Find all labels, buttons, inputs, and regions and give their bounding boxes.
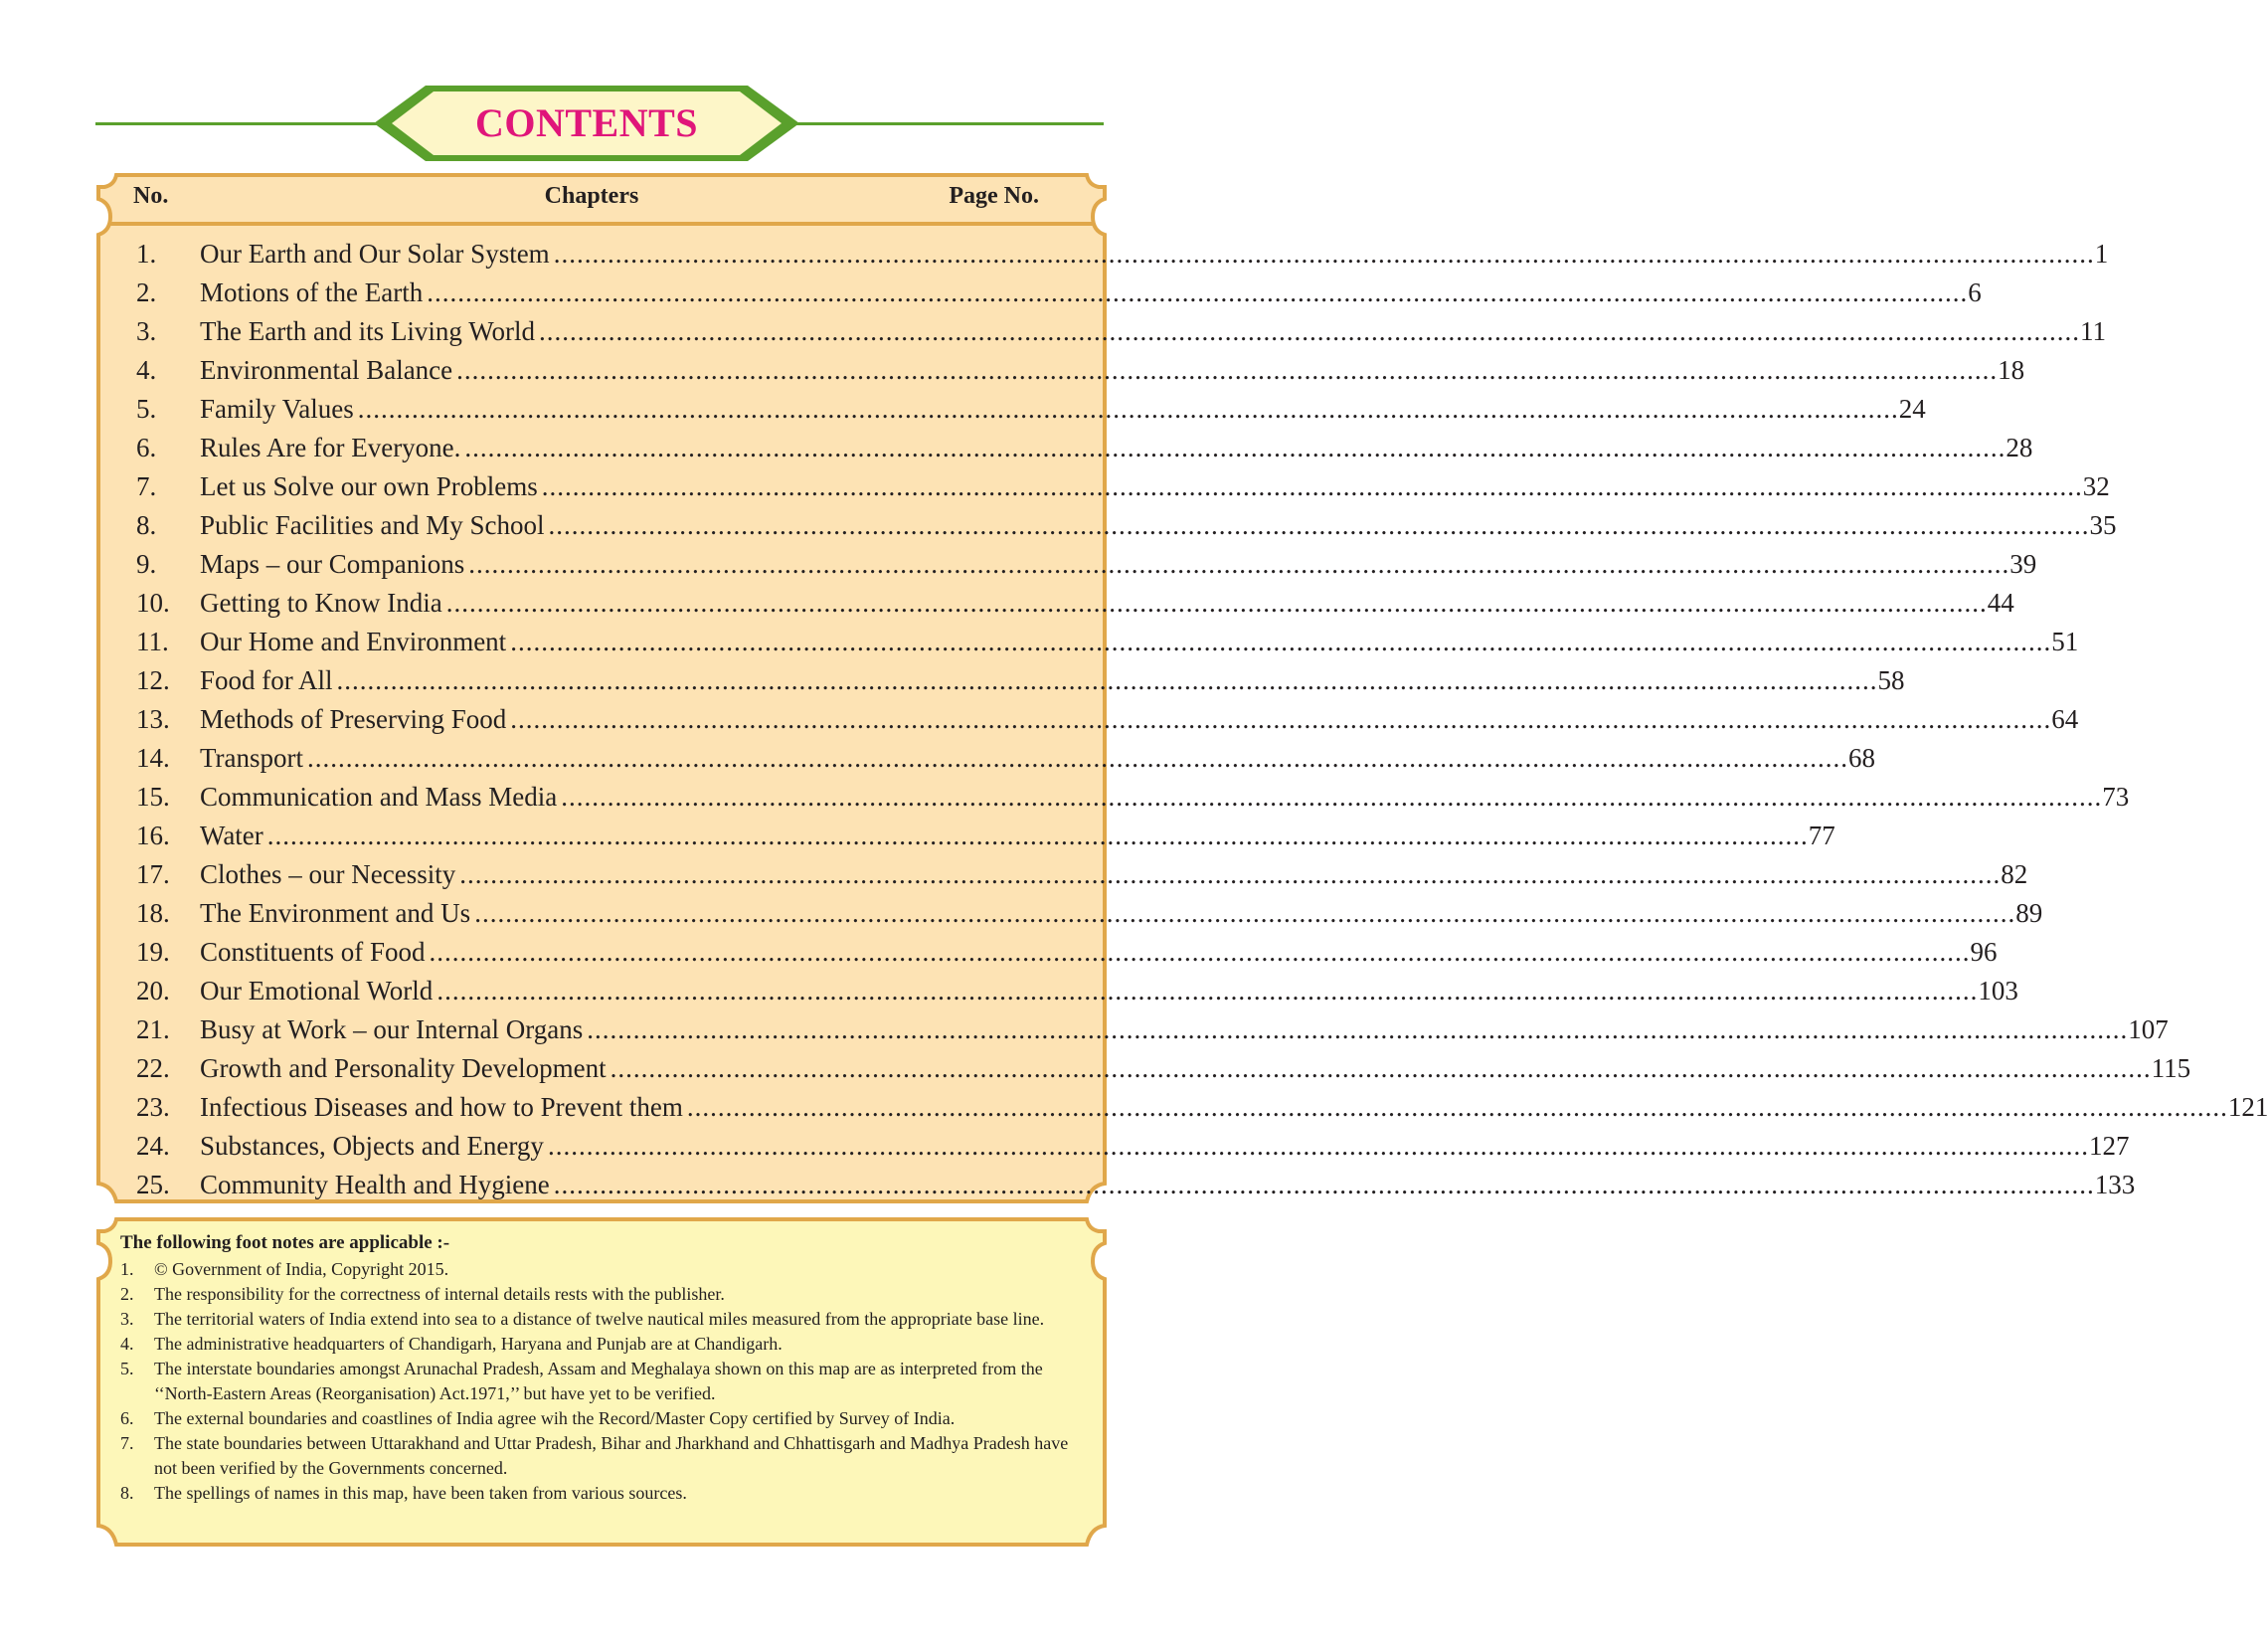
chapter-page: 39 [2009, 549, 2037, 579]
chapter-leader [200, 661, 1905, 700]
chapter-number: 16. [136, 821, 170, 850]
chapter-leader [200, 506, 2117, 545]
chapter-page: 51 [2051, 627, 2079, 656]
chapter-title[interactable]: Substances, Objects and Energy [200, 1131, 544, 1161]
footnote-item [120, 1257, 1095, 1282]
page-title: CONTENTS [474, 100, 699, 145]
dot-leader: ........................................................................................................................................................................................................ [553, 239, 2095, 269]
chapter-row[interactable] [94, 700, 2079, 739]
footnotes-box [94, 1215, 1109, 1549]
chapter-page: 77 [1808, 821, 1835, 850]
chapter-row[interactable] [94, 312, 2107, 351]
chapter-leader [200, 390, 1926, 429]
chapter-row[interactable] [94, 584, 2014, 623]
chapter-page: 18 [1998, 355, 2025, 385]
footnote-text: © Government of India, Copyright 2015. [154, 1259, 449, 1279]
chapter-number: 3. [136, 316, 157, 346]
dot-leader: ........................................................................................................................................................................................................ [336, 665, 1878, 695]
chapter-title[interactable]: Public Facilities and My School [200, 510, 545, 540]
chapter-page: 96 [1970, 937, 1998, 967]
chapter-page: 107 [2128, 1014, 2169, 1044]
chapter-page: 6 [1968, 277, 1982, 307]
chapter-leader [200, 1049, 2191, 1088]
dot-leader: ........................................................................................................................................................................................................ [307, 743, 1849, 773]
chapter-leader [200, 584, 2014, 623]
chapter-number: 12. [136, 665, 170, 695]
chapter-row[interactable] [94, 390, 1926, 429]
dot-leader: ........................................................................................................................................................................................................ [474, 898, 2016, 928]
dot-leader: ........................................................................................................................................................................................................ [686, 1092, 2228, 1122]
chapter-row[interactable] [94, 1088, 2268, 1127]
chapter-number: 13. [136, 704, 170, 734]
chapter-number: 6. [136, 433, 157, 462]
chapter-number: 25. [136, 1170, 170, 1199]
footnote-number: 5. [120, 1359, 134, 1378]
title-banner [374, 86, 799, 161]
chapter-page: 64 [2051, 704, 2079, 734]
chapter-number: 21. [136, 1014, 170, 1044]
chapter-leader [200, 429, 2033, 467]
chapter-title[interactable]: Let us Solve our own Problems [200, 471, 538, 501]
dot-leader: ........................................................................................................................................................................................................ [510, 704, 2052, 734]
chapter-number: 24. [136, 1131, 170, 1161]
dot-leader: ........................................................................................................................................................................................................ [468, 549, 2010, 579]
chapter-title[interactable]: Constituents of Food [200, 937, 426, 967]
chapter-title[interactable]: Our Earth and Our Solar System [200, 239, 550, 269]
footnote-number: 8. [120, 1483, 134, 1503]
dot-leader: ........................................................................................................................................................................................................ [459, 859, 2002, 889]
chapter-page: 32 [2082, 471, 2110, 501]
chapter-number: 4. [136, 355, 157, 385]
chapter-title[interactable]: Transport [200, 743, 304, 773]
chapter-number: 20. [136, 976, 170, 1006]
chapter-page: 68 [1848, 743, 1876, 773]
chapter-leader [200, 351, 2025, 390]
chapter-row[interactable] [94, 1010, 2169, 1049]
footnote-item [120, 1307, 1095, 1332]
chapter-number: 14. [136, 743, 170, 773]
dot-leader: ........................................................................................................................................................................................................ [548, 510, 2090, 540]
dot-leader: ........................................................................................................................................................................................................ [427, 277, 1969, 307]
footnote-text: The administrative headquarters of Chandigarh, Haryana and Punjab are at Chandigarh. [154, 1334, 783, 1354]
chapter-row[interactable] [94, 623, 2079, 661]
chapter-title[interactable]: Growth and Personality Development [200, 1053, 607, 1083]
chapter-number: 2. [136, 277, 157, 307]
footnote-text: The territorial waters of India extend into sea to a distance of twelve nautical miles measured from the appropriate base line. [154, 1309, 1045, 1329]
chapter-page: 73 [2102, 782, 2130, 812]
footnote-number: 3. [120, 1309, 134, 1329]
dot-leader: ........................................................................................................................................................................................................ [610, 1053, 2152, 1083]
footnotes-heading: The following foot notes are applicable :- [120, 1232, 450, 1253]
chapter-list [94, 235, 2268, 1204]
footnote-item [120, 1282, 1095, 1307]
chapter-leader [200, 933, 1998, 972]
footnote-item [120, 1332, 1095, 1357]
chapter-leader [200, 894, 2043, 933]
dot-leader: ........................................................................................................................................................................................................ [547, 1131, 2089, 1161]
chapter-page: 89 [2015, 898, 2043, 928]
chapter-leader [200, 817, 1835, 855]
chapter-leader [200, 235, 2109, 274]
footnote-text: The external boundaries and coastlines of India agree wih the Record/Master Copy certified by Survey of India. [154, 1408, 956, 1428]
chapter-title[interactable]: Maps – our Companions [200, 549, 465, 579]
chapter-number: 1. [136, 239, 157, 269]
chapter-title[interactable]: Our Home and Environment [200, 627, 507, 656]
chapter-leader [200, 274, 1982, 312]
dot-leader: ........................................................................................................................................................................................................ [456, 355, 1999, 385]
chapter-title[interactable]: Community Health and Hygiene [200, 1170, 550, 1199]
chapter-leader [200, 1010, 2169, 1049]
chapter-row[interactable] [94, 855, 2028, 894]
chapter-title[interactable]: Infectious Diseases and how to Prevent them [200, 1092, 683, 1122]
chapter-leader [200, 1088, 2268, 1127]
dot-leader: ........................................................................................................................................................................................................ [436, 976, 1979, 1006]
chapter-title[interactable]: Getting to Know India [200, 588, 442, 618]
chapter-number: 8. [136, 510, 157, 540]
chapter-title[interactable]: Environmental Balance [200, 355, 453, 385]
chapter-row[interactable] [94, 933, 1998, 972]
chapter-leader [200, 1127, 2130, 1166]
footnote-item [120, 1406, 1095, 1431]
chapter-number: 5. [136, 394, 157, 424]
chapter-leader [200, 972, 2018, 1010]
chapter-number: 19. [136, 937, 170, 967]
chapter-number: 18. [136, 898, 170, 928]
footnote-item [120, 1357, 1095, 1406]
dot-leader: ........................................................................................................................................................................................................ [587, 1014, 2129, 1044]
chapter-page: 44 [1987, 588, 2014, 618]
chapter-leader [200, 623, 2079, 661]
dot-leader: ........................................................................................................................................................................................................ [464, 433, 2006, 462]
table-header [94, 171, 1109, 223]
chapter-page: 127 [2088, 1131, 2130, 1161]
chapter-row[interactable] [94, 429, 2033, 467]
chapter-row[interactable] [94, 894, 2043, 933]
chapter-leader [200, 778, 2130, 817]
footnote-text: The responsibility for the correctness of internal details rests with the publisher. [154, 1284, 725, 1304]
chapter-leader [200, 312, 2107, 351]
chapter-page: 11 [2080, 316, 2107, 346]
chapter-page: 82 [2001, 859, 2028, 889]
chapter-row[interactable] [94, 506, 2117, 545]
chapter-row[interactable] [94, 778, 2130, 817]
footnote-number: 4. [120, 1334, 134, 1354]
chapter-title[interactable]: Motions of the Earth [200, 277, 424, 307]
dot-leader: ........................................................................................................................................................................................................ [445, 588, 1988, 618]
header-page-no: Page No. [949, 183, 1039, 209]
chapter-row[interactable] [94, 1049, 2191, 1088]
chapter-page: 28 [2006, 433, 2033, 462]
footnote-text: The interstate boundaries amongst Arunachal Pradesh, Assam and Meghalaya shown on this map are as interpreted from the ‘‘North-Eastern Areas (Reorganisation) Act.1971,’’ but have yet to be verified. [154, 1359, 1043, 1403]
chapter-title[interactable]: Communication and Mass Media [200, 782, 558, 812]
chapter-page: 58 [1877, 665, 1905, 695]
dot-leader: ........................................................................................................................................................................................................ [429, 937, 1971, 967]
chapter-leader [200, 467, 2110, 506]
chapter-page: 103 [1978, 976, 2018, 1006]
title-rule-left [95, 122, 384, 125]
chapter-row[interactable] [94, 661, 1905, 700]
footnote-number: 7. [120, 1433, 134, 1453]
chapter-title[interactable]: The Environment and Us [200, 898, 471, 928]
dot-leader: ........................................................................................................................................................................................................ [357, 394, 1899, 424]
header-no: No. [133, 183, 169, 209]
chapter-leader [200, 855, 2028, 894]
footnote-number: 6. [120, 1408, 134, 1428]
chapter-title[interactable]: Clothes – our Necessity [200, 859, 456, 889]
dot-leader: ........................................................................................................................................................................................................ [541, 471, 2083, 501]
chapter-leader [200, 739, 1876, 778]
chapter-title[interactable]: Rules Are for Everyone. [200, 433, 461, 462]
chapter-title[interactable]: Water [200, 821, 263, 850]
chapter-row[interactable] [94, 1166, 2136, 1204]
chapter-number: 9. [136, 549, 157, 579]
header-chapters: Chapters [544, 183, 639, 209]
chapter-row[interactable] [94, 351, 2025, 390]
chapter-title[interactable]: The Earth and its Living World [200, 316, 536, 346]
footnote-number: 1. [120, 1259, 134, 1279]
chapter-leader [200, 1166, 2136, 1204]
chapter-leader [200, 545, 2037, 584]
chapter-row[interactable] [94, 545, 2037, 584]
chapter-row[interactable] [94, 274, 1982, 312]
chapter-page: 133 [2094, 1170, 2136, 1199]
chapter-number: 23. [136, 1092, 170, 1122]
footnote-item [120, 1481, 1095, 1506]
chapter-number: 10. [136, 588, 170, 618]
footnote-number: 2. [120, 1284, 134, 1304]
chapter-number: 11. [136, 627, 169, 656]
dot-leader: ........................................................................................................................................................................................................ [561, 782, 2103, 812]
chapter-title[interactable]: Busy at Work – our Internal Organs [200, 1014, 584, 1044]
chapter-title[interactable]: Methods of Preserving Food [200, 704, 507, 734]
dot-leader: ........................................................................................................................................................................................................ [539, 316, 2081, 346]
footnote-item [120, 1431, 1095, 1481]
chapter-title[interactable]: Food for All [200, 665, 333, 695]
chapter-page: 121 [2227, 1092, 2268, 1122]
chapter-page: 1 [2094, 239, 2109, 269]
dot-leader: ........................................................................................................................................................................................................ [266, 821, 1809, 850]
chapter-page: 115 [2151, 1053, 2191, 1083]
chapter-title[interactable]: Family Values [200, 394, 354, 424]
chapter-number: 15. [136, 782, 170, 812]
chapter-row[interactable] [94, 739, 1876, 778]
chapter-row[interactable] [94, 817, 1835, 855]
footnote-text: The state boundaries between Uttarakhand and Uttar Pradesh, Bihar and Jharkhand and Chhattisgarh and Madhya Pradesh have not been verified by the Governments concerned. [154, 1433, 1069, 1478]
chapter-row[interactable] [94, 467, 2110, 506]
title-rule-right [785, 122, 1104, 125]
chapter-row[interactable] [94, 972, 2018, 1010]
footnotes-list [120, 1257, 1095, 1506]
chapter-number: 22. [136, 1053, 170, 1083]
contents-table [94, 171, 2268, 1205]
dot-leader: ........................................................................................................................................................................................................ [553, 1170, 2095, 1199]
chapter-title[interactable]: Our Emotional World [200, 976, 434, 1006]
chapter-page: 35 [2089, 510, 2117, 540]
footnote-text: The spellings of names in this map, have been taken from various sources. [154, 1483, 687, 1503]
chapter-number: 7. [136, 471, 157, 501]
chapter-number: 17. [136, 859, 170, 889]
chapter-leader [200, 700, 2079, 739]
chapter-page: 24 [1898, 394, 1926, 424]
chapter-row[interactable] [94, 1127, 2130, 1166]
chapter-row[interactable] [94, 235, 2109, 274]
dot-leader: ........................................................................................................................................................................................................ [510, 627, 2052, 656]
